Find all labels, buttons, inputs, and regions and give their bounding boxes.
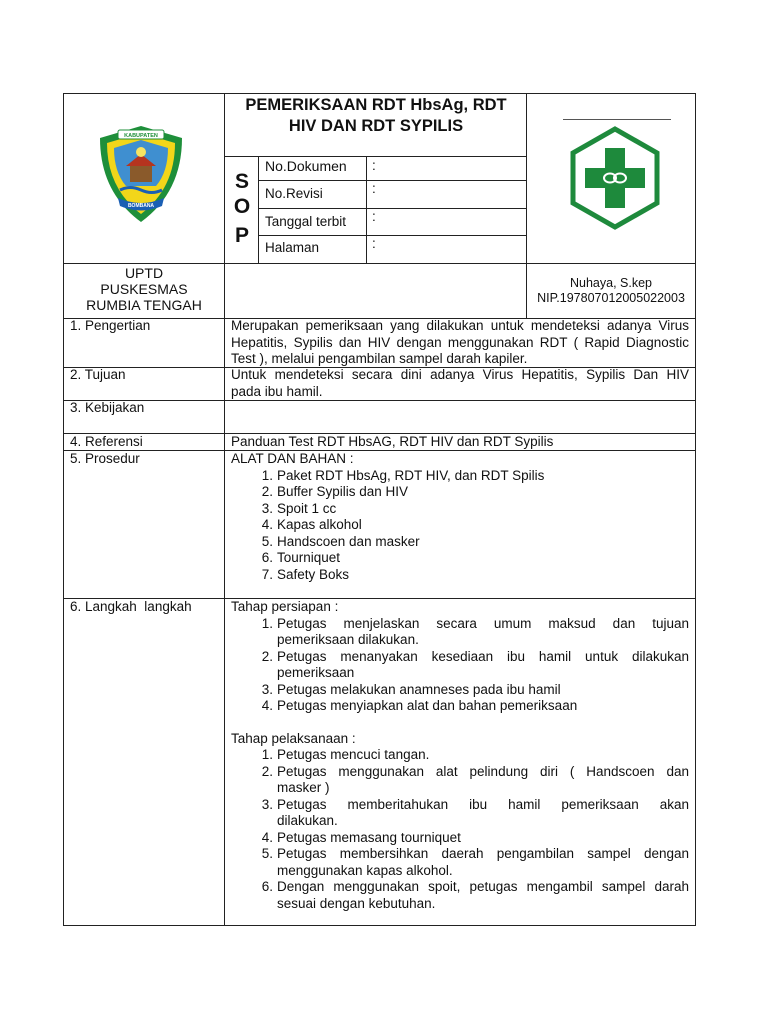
meta-value-tanggal-terbit: : [372, 209, 376, 224]
section-label-pengertian: 1. Pengertian [70, 318, 151, 333]
grid-line [366, 156, 367, 263]
prosedur-heading: ALAT DAN BAHAN : [231, 451, 354, 466]
list-item: 3. Spoit 1 cc [261, 500, 337, 516]
grid-line [258, 156, 259, 263]
org-line1: UPTD [124, 265, 164, 281]
list-item: 4. Kapas alkohol [261, 517, 362, 532]
list-item: 1. Paket RDT HbsAg, RDT HIV, dan RDT Spilis [261, 467, 545, 483]
section-label-langkah: 6. Langkah langkah [70, 599, 192, 614]
body-line: Test ), melalui pengambilan sampel darah kapiler. [231, 351, 528, 366]
list-item: 2. Petugas menanyakan kesediaan ibu hamil untuk dilakukan pemeriksaan [261, 648, 689, 680]
section-body-referensi: Panduan Test RDT HbsAG, RDT HIV dan RDT Sypilis [231, 434, 554, 449]
meta-label-no-revisi: No.Revisi [265, 186, 323, 201]
list-item: 5. Petugas membersihkan daerah pengambilan sampel dengan menggunakan kapas alkohol. [261, 846, 689, 878]
signatory-name: Nuhaya, S.kep [570, 276, 652, 290]
grid-line [526, 93, 527, 319]
list-item: 1. Petugas menjelaskan secara umum maksud dan tujuan pemeriksaan dilakukan. [261, 615, 689, 647]
grid-line [224, 93, 225, 926]
grid-line [258, 180, 526, 181]
pelaksanaan-list [253, 747, 689, 912]
meta-label-no-dokumen: No.Dokumen [265, 158, 347, 174]
meta-value-halaman: : [372, 236, 376, 251]
list-item: 6. Tourniquet [261, 550, 341, 565]
section-body-tujuan [231, 367, 689, 400]
kabupaten-bombana-emblem [96, 122, 186, 226]
sop-letter: P [234, 224, 249, 247]
puskesmas-logo [569, 126, 661, 230]
section-label-referensi: 4. Referensi [70, 434, 143, 449]
list-item: 2. Buffer Sypilis dan HIV [261, 484, 409, 499]
meta-value-no-revisi: : [372, 181, 376, 196]
organization-name [64, 265, 224, 313]
grid-line [258, 235, 526, 236]
document-title-line1: PEMERIKSAAN RDT HbsAg, RDT [245, 96, 507, 114]
meta-label-halaman: Halaman [265, 240, 320, 255]
body-line: Merupakan pemeriksaan yang dilakukan untuk mendeteksi adanya Virus [231, 318, 689, 333]
section-label-tujuan: 2. Tujuan [70, 367, 126, 382]
list-item: 3. Petugas memberitahukan ibu hamil pemeriksaan akan dilakukan. [261, 796, 689, 828]
list-item: 6. Dengan menggunakan spoit, petugas mengambil sampel darah sesuai dengan kebutuhan. [261, 879, 689, 911]
emblem-bottom-text: BOMBANA [127, 203, 155, 209]
document-title [226, 95, 526, 137]
alat-bahan-list [253, 468, 689, 584]
list-item: 4. Petugas memasang tourniquet [261, 829, 461, 845]
org-line3: RUMBIA TENGAH [86, 297, 202, 313]
meta-label-tanggal-terbit: Tanggal terbit [265, 214, 347, 229]
emblem-house-body [130, 166, 152, 182]
persiapan-heading: Tahap persiapan : [231, 599, 339, 614]
list-item: 4. Petugas menyiapkan alat dan bahan pemeriksaan [261, 698, 578, 713]
pelaksanaan-heading: Tahap pelaksanaan : [231, 730, 356, 746]
emblem-top-text: KABUPATEN [124, 133, 158, 139]
persiapan-list [253, 616, 689, 715]
sop-letter: O [233, 195, 251, 218]
signatory [528, 276, 694, 306]
section-label-prosedur: 5. Prosedur [70, 451, 140, 466]
document-title-line2: HIV DAN RDT SYPILIS [288, 117, 464, 135]
sop-letter: S [234, 170, 249, 193]
section-body-prosedur [231, 451, 689, 583]
list-item: 5. Handscoen dan masker [261, 533, 420, 549]
meta-value-no-dokumen: : [372, 158, 376, 173]
logo-cross-gap [629, 154, 643, 164]
list-item: 7. Safety Boks [261, 566, 350, 582]
org-line2: PUSKESMAS [100, 281, 188, 297]
signature-line [563, 119, 671, 120]
grid-line [63, 400, 696, 401]
body-line: pada ibu hamil. [231, 383, 323, 399]
body-line: Hepatitis, Sypilis dan HIV dengan menggunakan RDT ( Rapid Diagnostic [231, 334, 689, 350]
list-item: 2. Petugas menggunakan alat pelindung diri ( Handscoen dan masker ) [261, 763, 689, 795]
grid-line [258, 208, 526, 209]
emblem-sun [136, 147, 146, 157]
section-label-kebijakan: 3. Kebijakan [70, 400, 145, 415]
signatory-nip: NIP.197807012005022003 [537, 291, 685, 305]
grid-line [63, 263, 696, 264]
section-body-pengertian [231, 318, 689, 368]
section-body-langkah [231, 599, 689, 912]
body-line: Untuk mendeteksi secara dini adanya Virus Hepatitis, Sypilis Dan HIV [231, 367, 689, 382]
grid-line [224, 156, 526, 157]
list-item: 1. Petugas mencuci tangan. [261, 747, 430, 762]
list-item: 3. Petugas melakukan anamneses pada ibu hamil [261, 681, 561, 697]
